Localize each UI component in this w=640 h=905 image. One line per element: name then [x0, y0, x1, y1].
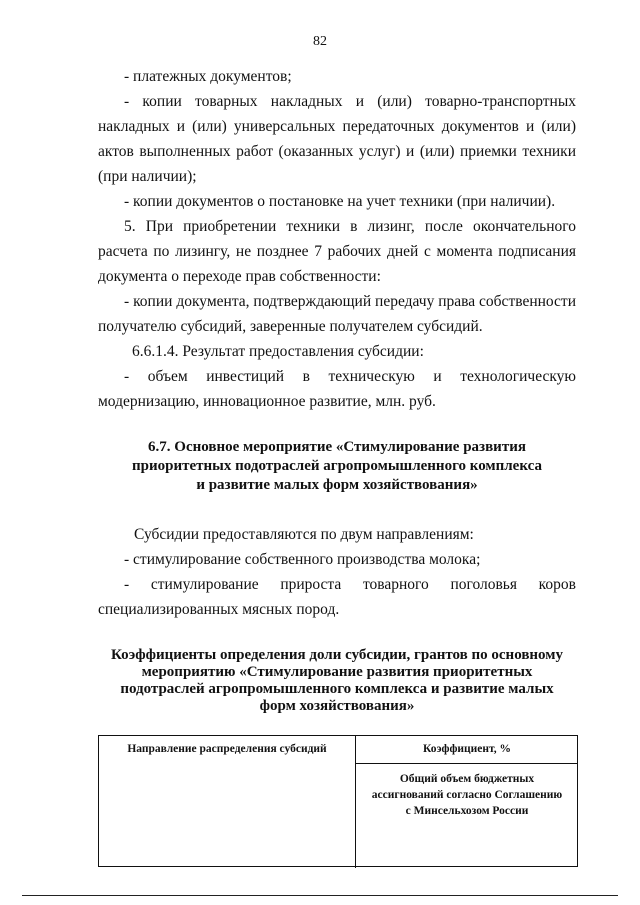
section-heading-line-2: приоритетных подотраслей агропромышленного комплекса	[132, 458, 542, 474]
table-heading-line-4: форм хозяйствования»	[259, 698, 415, 714]
section-heading-line-3: и развитие малых форм хозяйствования»	[196, 477, 478, 493]
page-number: 82	[313, 34, 327, 49]
table-heading-line-3: подотраслей агропромышленного комплекса и развитие малых	[120, 681, 554, 697]
table-heading-line-2: мероприятию «Стимулирование развития приоритетных	[141, 664, 533, 680]
paragraph-cattle-growth: - стимулирование прироста товарного поголовья коров специализированных мясных пород.	[98, 576, 576, 618]
table-subheader-budget: Общий объем бюджетных ассигнований согласно Соглашению с Минсельхозом России	[371, 773, 563, 817]
table-heading-line-1: Коэффициенты определения доли субсидии, грантов по основному	[110, 647, 563, 663]
table-header-direction: Направление распределения субсидий	[127, 743, 327, 755]
paragraph-milk-production: - стимулирование собственного производства молока;	[124, 551, 481, 568]
document-body	[98, 64, 576, 715]
paragraph-registration-docs: - копии документов о постановке на учет техники (при наличии).	[124, 193, 556, 210]
paragraph-subsidy-directions: Субсидии предоставляются по двум направлениям:	[134, 526, 474, 543]
paragraph-ownership-transfer: - копии документа, подтверждающий передачу права собственности получателю субсидий, заверенные получателем субсидий.	[98, 293, 576, 335]
paragraph-waybill-copies: - копии товарных накладных и (или) товарно-транспортных накладных и (или) универсальных передаточных документов и (или) актов выполненных работ (оказанных услуг) и (или) приемки техники (при наличии);	[98, 93, 576, 185]
paragraph-leasing: 5. При приобретении техники в лизинг, после окончательного расчета по лизингу, не позднее 7 рабочих дней с момента подписания документа о переходе прав собственности:	[98, 218, 576, 285]
table-header-coefficient: Коэффициент, %	[422, 743, 512, 755]
paragraph-subsidy-result: 6.6.1.4. Результат предоставления субсидии:	[132, 343, 424, 360]
paragraph-payment-docs: - платежных документов;	[124, 68, 292, 85]
table-heading	[98, 647, 576, 715]
coefficients-table	[98, 735, 578, 867]
paragraph-investment-volume: - объем инвестиций в техническую и технологическую модернизацию, инновационное развитие, млн. руб.	[98, 368, 576, 410]
table-subheader-divider	[355, 763, 578, 764]
section-heading-line-1: 6.7. Основное мероприятие «Стимулирование развития	[148, 439, 526, 455]
page-bottom-rule	[22, 895, 618, 896]
section-heading	[98, 438, 576, 495]
